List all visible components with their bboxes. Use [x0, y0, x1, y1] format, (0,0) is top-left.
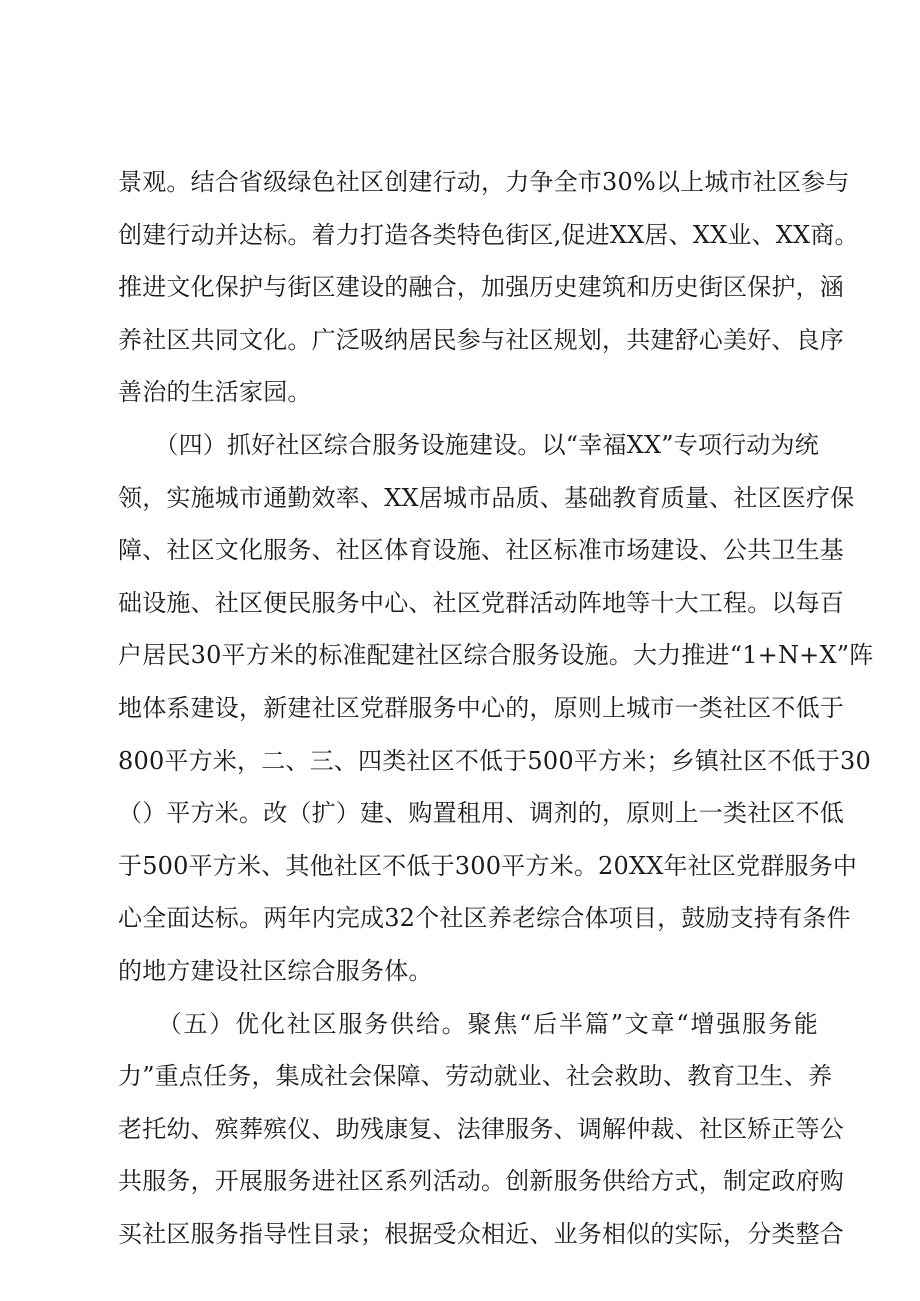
text-line: 地体系建设，新建社区党群服务中心的，原则上城市一类社区不低于 [118, 693, 844, 722]
text-line: 领，实施城市通勤效率、XX居城市品质、基础教育质量、社区医疗保 [118, 483, 855, 512]
text-line: 力”重点任务，集成社会保障、劳动就业、社会救助、教育卫生、养 [118, 1062, 833, 1091]
text-line: 买社区服务指导性目录；根据受众相近、业务相似的实际，分类整合 [118, 1219, 844, 1248]
text-line: 础设施、社区便民服务中心、社区党群活动阵地等十大工程。以每百 [118, 588, 844, 617]
text-line: 善治的生活家园。 [118, 378, 312, 407]
body-text [118, 156, 874, 1260]
text-line: 于500平方米、其他社区不低于300平方米。20XX年社区党群服务中 [118, 851, 858, 880]
text-line: （）平方米。改（扩）建、购置租用、调剂的，原则上一类社区不低 [118, 799, 844, 828]
text-line: 推进文化保护与街区建设的融合，加强历史建筑和历史街区保护，涵 [118, 273, 844, 302]
text-line: （四）抓好社区综合服务设施建设。以“幸福XX”专项行动为统 [118, 430, 819, 459]
text-line: 老托幼、殡葬殡仪、助残康复、法律服务、调解仲裁、社区矫正等公 [118, 1114, 844, 1143]
text-line: 障、社区文化服务、社区体育设施、社区标准市场建设、公共卫生基 [118, 536, 844, 565]
text-line: （五）优化社区服务供给。聚焦“后半篇”文章“增强服务能 [118, 1009, 818, 1038]
text-line: 户居民30平方米的标准配建社区综合服务设施。大力推进“1+N+X”阵 [118, 641, 874, 670]
text-line: 养社区共同文化。广泛吸纳居民参与社区规划，共建舒心美好、良序 [118, 325, 844, 354]
text-line: 景观。结合省级绿色社区创建行动，力争全市30%以上城市社区参与 [118, 168, 850, 196]
text-line: 800平方米，二、三、四类社区不低于500平方米；乡镇社区不低于30 [118, 746, 871, 775]
text-line: 共服务，开展服务进社区系列活动。创新服务供给方式，制定政府购 [118, 1167, 844, 1196]
text-line: 心全面达标。两年内完成32个社区养老综合体项目，鼓励支持有条件 [118, 904, 851, 933]
text-line: 的地方建设社区综合服务体。 [118, 956, 433, 985]
text-line: 创建行动并达标。着力打造各类特色街区,促进XX居、XX业、XX商。 [118, 220, 859, 249]
